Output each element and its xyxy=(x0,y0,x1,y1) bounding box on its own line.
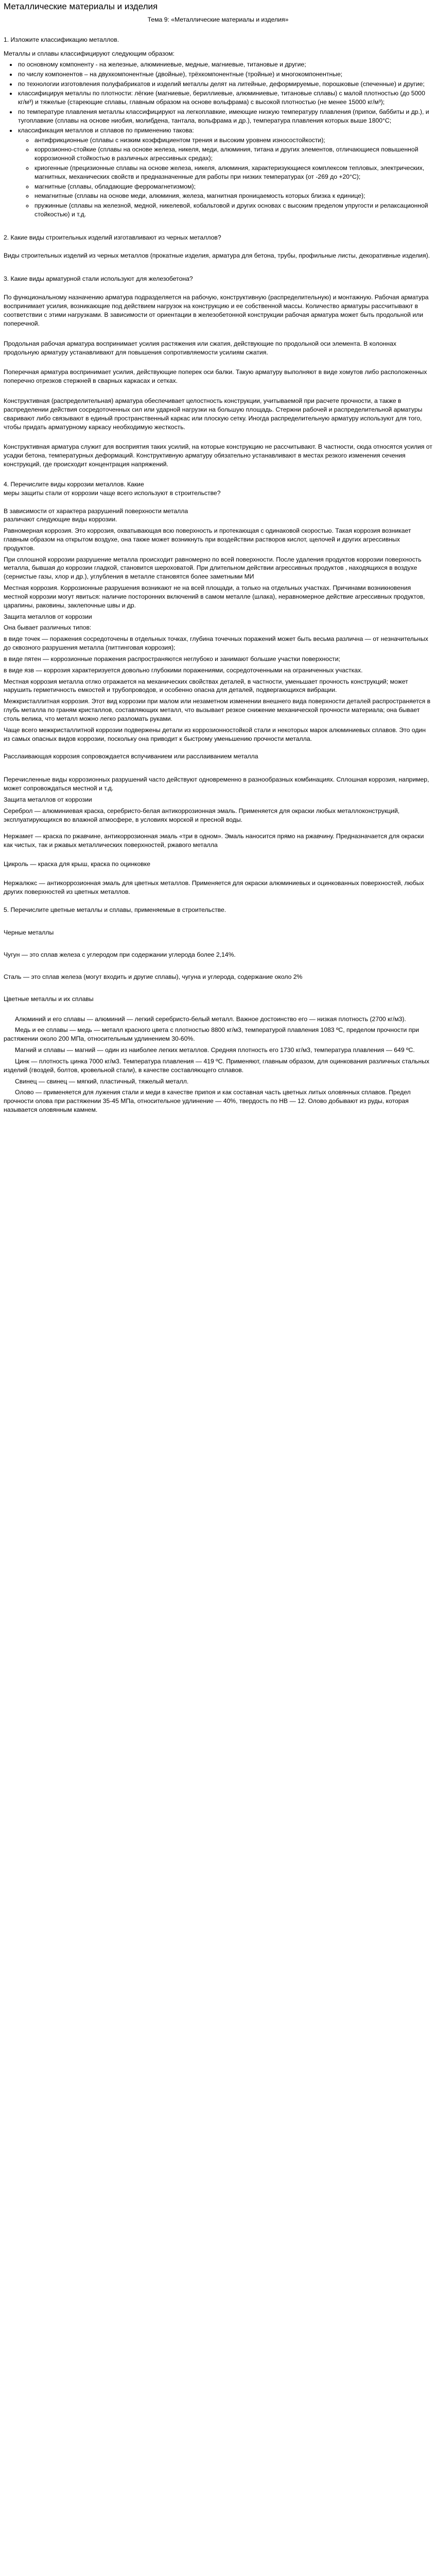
rebar-paragraph: По функциональному назначению арматура подразделяется на рабочую, конструктивную (распределительную) и монтажную. Рабочая арматура воспринимает усилия, возникающие под действием нагрузок на конструкцию и ее собственной массы. Количество арматуры рассчитывают в соответствии с этими нагрузками. В зависимости от ориентации в железобетонной конструкции рабочая арматура может быть продольной или поперечной. xyxy=(4,294,429,327)
rebar-paragraph: Поперечная арматура воспринимает усилия, действующие поперек оси балки. Такую арматуру выполняют в виде хомутов либо расположенных поперечно отрезков стержней в сварных каркасах и сетках. xyxy=(4,368,427,385)
section-corrosion xyxy=(4,480,432,896)
corrosion-paragraph: Перечисленные виды коррозионных разрушений часто действуют одновременно в разнообразных комбинациях. Сплошная коррозия, например, может сопровождаться местной и т.д. xyxy=(4,776,429,792)
steel-definition: Сталь — это сплав железа (могут входить и другие сплавы), чугуна и углерода, содержание около 2% xyxy=(4,973,303,980)
question-5-heading: 5. Перечислите цветные металлы и сплавы, применяемые в строительстве. xyxy=(4,906,226,913)
list-item: • классифицируя металлы по плотности: лёгкие (магниевые, бериллиевые, алюминиевые, титановые сплавы) с малой плотностью (до 5000 кг/м³) и тяжелые (стареющие сплавы, главным образом на основе вольфрама) с высокой плотностью (не менее 15000 кг/м³); xyxy=(17,89,432,107)
ferrous-title: Черные металлы xyxy=(4,929,54,937)
section-rebar xyxy=(4,275,432,469)
metal-description: Олово — применяется для лужения стали и меди в качестве припоя и как составная часть цветных литых оловянных сплавов. Предел прочности олова при растяжении 35-45 МПа, относительное удлинение — 40%, твердость по НВ — 12. Олово добывают из руды, которая называется оловянным камнем. xyxy=(4,1089,411,1114)
cast-iron-definition: Чугун — это сплав железа с углеродом при содержании углерода более 2,14%. xyxy=(4,951,236,959)
corrosion-paragraph: Местная коррозия. Коррозионные разрушения возникают не на всей площади, а только на отдельных участках. Причинами возникновения местной коррозии могут явиться: наличие посторонних включений в самом металле (шлака), неравномерное действие агрессивных продуктов, царапины, раковины, заклепочные швы и др. xyxy=(4,584,425,609)
list-item: • по температуре плавления металлы классифицируют на легкоплавкие, имеющие низкую температуру плавления (припои, баббиты и др.), и тугоплавкие (сплавы на основе ниобия, молибдена, тантала, вольфрама и др.), температура плавления которых выше 1800°C; xyxy=(17,108,432,125)
protection-paragraph: Нержалюкс — антикоррозионная эмаль для цветных металлов. Применяется для окраски алюминиевых и оцинкованных поверхностей, любых других поверхностей из цветных металлов. xyxy=(4,879,424,895)
sublist-item: ◦ криогенные (прецизионные сплавы на основе железа, никеля, алюминия, характеризующиеся комплексом тепловых, электрических, магнитных, механических свойств и предназначенные для работы при низких температурах (от -269 до +20°С); xyxy=(33,164,432,181)
nonferrous-list xyxy=(4,1015,432,1114)
sublist-item: ◦ антифрикционные (сплавы с низким коэффициентом трения и высоким уровнем износостойкости); xyxy=(33,136,432,145)
corrosion-paragraph: Чаще всего межкристаллитной коррозии подвержены детали из коррозионностойкой стали и некоторых марок алюминиевых сплавов. Это один из самых опасных видов коррозии, поскольку она приводит к быстрому уменьшению прочности металла. xyxy=(4,726,426,742)
application-sublist xyxy=(18,136,432,219)
topic-line: Тема 9: «Металлические материалы и изделия» xyxy=(147,16,289,24)
corrosion-subheading: Защита металлов от коррозии xyxy=(4,613,92,620)
sublist-item: ◦ магнитные (сплавы, обладающие ферромагнетизмом); xyxy=(33,182,432,191)
metal-description: Свинец — свинец — мягкий, пластичный, тяжелый металл. xyxy=(15,1077,189,1085)
question-4-heading: 4. Перечислите виды коррозии металлов. Какие меры защиты стали от коррозии чаще всего используют в строительстве? xyxy=(4,480,221,497)
rebar-paragraph: Продольная рабочая арматура воспринимает усилия растяжения или сжатия, действующие по продольной оси элемента. В колоннах продольную арматуру устанавливают для повышения сопротивляемости усилиям сжатия. xyxy=(4,340,396,356)
list-item xyxy=(17,126,432,219)
metal-description: Медь и ее сплавы — медь — металл красного цвета с плотностью 8800 кг/м3, температурой плавления 1083 ºС, пределом прочности при растяжении около 200 МПа, относительным удлинением 30-60%. xyxy=(4,1026,419,1043)
protection-paragraph: Цикроль — краска для крыш, краска по оцинковке xyxy=(4,860,151,868)
list-item: • по технологии изготовления полуфабрикатов и изделий металлы делят на литейные, деформируемые, порошковые (спеченные) и другие; xyxy=(17,80,432,89)
nonferrous-title: Цветные металлы и их сплавы xyxy=(4,995,94,1003)
classification-intro: Металлы и сплавы классифицируют следующим образом: xyxy=(4,50,175,58)
corrosion-paragraph: Межкристаллитная коррозия. Этот вид коррозии при малом или незаметном изменении внешнего вида поверхности деталей распространяется в глубь металла по граням кристаллов, составляющих металл, что вызывает резкое снижение механической прочности материала; она бывает столь велика, что металл можно легко разломать руками. xyxy=(4,698,431,722)
corrosion-paragraph: Она бывает различных типов: xyxy=(4,624,92,632)
page-title: Металлические материалы и изделия xyxy=(4,2,158,11)
rebar-paragraph: Конструктивная арматура служит для восприятия таких усилий, на которые конструкцию не рассчитывают. В частности, сюда относятся усилия от усадки бетона, температурных деформаций. Конструктивную арматуру обязательно устанавливают в местах резкого изменения сечения конструкций, где происходит концентрация напряжений. xyxy=(4,443,432,468)
corrosion-paragraph: Местная коррозия металла отлко отражается на механических свойствах деталей, в частности, уменьшает прочность конструкций; может нарушить герметичность емкостей и трубопроводов, и особенно опасна для деталей, подвергающихся вибрации. xyxy=(4,677,408,694)
list-item: • по основному компоненту - на железные, алюминиевые, медные, магниевые, титановые и другие; xyxy=(17,60,432,69)
document-page xyxy=(0,0,436,1127)
corrosion-paragraph: Расслаивающая коррозия сопровождается вспучиванием или расслаиванием металла xyxy=(4,753,258,760)
list-item-text: классификация металлов и сплавов по применению такова: xyxy=(18,126,194,134)
corrosion-paragraph: в виде точек — поражения сосредоточены в отдельных точках, глубина точечных поражений может быть весьма различна — от незначительных до сквозного разрушения металла (питтинговая коррозия); xyxy=(4,635,428,652)
sublist-item: ◦ пружинные (сплавы на железной, медной, никелевой, кобальтовой и других основах с высоким пределом упругости и релаксационной стойкостью) и т.д. xyxy=(33,201,432,219)
metal-description: Магний и сплавы — магний — один из наиболее легких металлов. Средняя плотность его 1730 кг/м3, температура плавления — 649 ºС. xyxy=(15,1046,415,1054)
corrosion-paragraph: В зависимости от характера разрушений поверхности металла различают следующие виды коррозии. xyxy=(4,507,188,523)
corrosion-paragraph: Равномерная коррозия. Это коррозия, охватывающая всю поверхность и протекающая с одинаковой скоростью. Такая коррозия возникает главным образом на открытом воздухе, она также может возникнуть при воздействии растворов кислот, щелочей и других агрессивных продуктов. xyxy=(4,527,411,552)
section-nonferrous xyxy=(4,906,432,1114)
section-ferrous-products xyxy=(4,233,432,260)
section-classification xyxy=(4,36,432,219)
protection-subheading: Защита металлов от коррозии xyxy=(4,795,92,803)
classification-list xyxy=(4,60,432,219)
question-2-answer: Виды строительных изделий из черных металлов (прокатные изделия, арматура для бетона, трубы, профильные листы, декоративные изделия). xyxy=(4,251,430,259)
rebar-paragraph: Конструктивная (распределительная) арматура обеспечивает целостность конструкции, учитываемой при расчете прочности, а также в распределении действия сосредоточенных сил или ударной нагрузки на большую площадь. Стержни рабочей и распределительной арматуры сваривают либо связывают в единый пространственный каркас или плоскую сетку. Иногда распределительную арматуру используют для того, чтобы придать арматурному каркасу необходимую жесткость. xyxy=(4,397,423,431)
corrosion-paragraph: в виде язв — коррозия характеризуется довольно глубокими поражениями, сосредоточенными на ограниченных участках. xyxy=(4,666,363,674)
sublist-item: ◦ коррозионно-стойкие (сплавы на основе железа, никеля, меди, алюминия, титана и других элементов, отличающиеся повышенной коррозионной стойкостью в различных агрессивных средах); xyxy=(33,145,432,163)
protection-paragraph: Сереброл — алюминиевая краска, серебристо-белая антикоррозионная эмаль. Применяется для окраски любых металлоконструкций, эксплуатирующихся во влажной атмосфере, в условиях морской и пресной воды. xyxy=(4,807,400,823)
corrosion-paragraph: в виде пятен — коррозионные поражения распространяются неглубоко и занимают большие участки поверхности; xyxy=(4,655,340,663)
protection-paragraph: Нержамет — краска по ржавчине, антикоррозионная эмаль «три в одном». Эмаль наносится прямо на ржавчину. Предназначается для окраски как чистых, так и ржавых металлических поверхностей, ржавого металла xyxy=(4,833,424,849)
question-1-heading: 1. Изложите классификацию металлов. xyxy=(4,36,119,44)
metal-description: Цинк — плотность цинка 7000 кг/м3. Температура плавления — 419 ºС. Применяют, главным образом, для оцинкования различных стальных изделий (гвоздей, болтов, кровельной стали), в качестве составляющего сплавов. xyxy=(4,1057,430,1074)
list-item: • по числу компонентов – на двухкомпонентные (двойные), трёхкомпонентные (тройные) и многокомпонентные; xyxy=(17,70,432,79)
question-3-heading: 3. Какие виды арматурной стали используют для железобетона? xyxy=(4,275,193,282)
metal-description: Алюминий и его сплавы — алюминий — легкий серебристо-белый металл. Важное достоинство его — низкая плотность (2700 кг/м3). xyxy=(15,1015,406,1023)
question-2-heading: 2. Какие виды строительных изделий изготавливают из черных металлов? xyxy=(4,233,221,241)
corrosion-paragraph: При сплошной коррозии разрушение металла происходит равномерно по всей поверхности. После удаления продуктов коррозии поверхность металла, бывшая до коррозии гладкой, становится шероховатой. При длительном действии агрессивных продуктов , находящихся в воздухе (сернистые газы, хлор и др.), углубления в металле становятся более заметными МИ xyxy=(4,555,422,581)
sublist-item: ◦ немагнитные (сплавы на основе меди, алюминия, железа, магнитная проницаемость которых близка к единице); xyxy=(33,192,432,200)
corrosion-text xyxy=(4,507,432,896)
